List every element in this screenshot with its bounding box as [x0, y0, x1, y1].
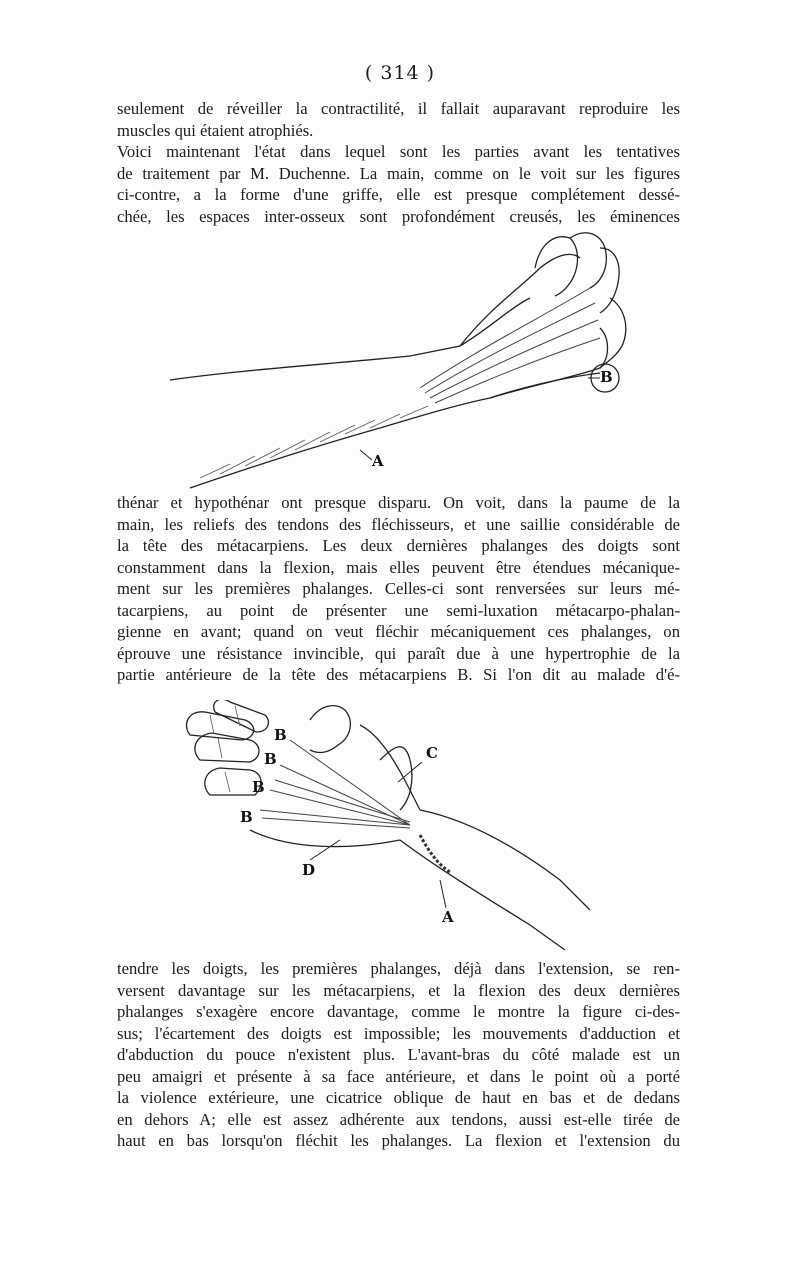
text-line: la violence extérieure, une cicatrice oblique de haut en bas et de dedans	[117, 1088, 680, 1107]
text-line: versent davantage sur les métacarpiens, et la flexion des deux dernières	[117, 980, 680, 1000]
paragraph-continuation	[117, 958, 680, 1152]
text-line: chée, les espaces inter-osseux sont profondément creusés, les éminences	[117, 206, 680, 226]
figure2-label-a: A	[442, 908, 454, 926]
figure2-label-b-index: B	[274, 726, 287, 744]
figure2-label-d: D	[302, 861, 316, 879]
figure1-label-a: A	[372, 452, 384, 470]
text-line: main, les reliefs des tendons des fléchisseurs, et une saillie considérable de	[117, 514, 680, 534]
text-line: thénar et hypothénar ont presque disparu. On voit, dans la paume de la	[117, 493, 680, 512]
text-line: d'abduction du pouce n'existent plus. L'avant-bras du côté malade est un	[117, 1045, 680, 1064]
text-line: de traitement par M. Duchenne. La main, comme on le voit sur les figures	[117, 163, 680, 183]
text-line: peu amaigri et présente à sa face antérieure, et dans le point où a porté	[117, 1066, 680, 1086]
text-line: éprouve une résistance invincible, qui paraît due à une hypertrophie de la	[117, 643, 680, 663]
text-line: tendre les doigts, les premières phalanges, déjà dans l'extension, se ren-	[117, 959, 680, 978]
text-line: gienne en avant; quand on veut fléchir mécaniquement ces phalanges, on	[117, 622, 680, 641]
text-line: en dehors A; elle est assez adhérente aux tendons, aussi est-elle tirée de	[117, 1109, 680, 1129]
text-line: tacarpiens, au point de présenter une semi-luxation métacarpo-phalan-	[117, 600, 680, 620]
text-line: haut en bas lorsqu'on fléchit les phalanges. La flexion et l'extension du	[117, 1131, 680, 1150]
paragraph-intro	[117, 98, 680, 227]
figure-clawed-hand-palm	[170, 700, 600, 956]
figure2-label-b-ring: B	[252, 778, 265, 796]
figure2-label-b-middle: B	[264, 750, 277, 768]
figure2-label-c: C	[426, 744, 438, 762]
figure-clawed-hand-side	[160, 228, 640, 490]
figure2-label-b-little: B	[240, 808, 253, 826]
text-line: partie antérieure de la tête des métacarpiens B. Si l'on dit au malade d'é-	[117, 665, 680, 684]
page-number: ( 314 )	[364, 62, 436, 84]
figure1-label-b: B	[600, 368, 613, 386]
text-line: muscles qui étaient atrophiés.	[117, 120, 314, 140]
text-line: phalanges s'exagère encore davantage, comme le montre la figure ci-des-	[117, 1002, 680, 1021]
text-line: la tête des métacarpiens. Les deux dernières phalanges des doigts sont	[117, 536, 680, 555]
text-line: ci-contre, a la forme d'une griffe, elle est presque complétement dessé-	[117, 185, 680, 204]
text-line: seulement de réveiller la contractilité, il fallait auparavant reproduire les	[117, 99, 680, 118]
paragraph-description	[117, 492, 680, 686]
text-line: Voici maintenant l'état dans lequel sont les parties avant les tentatives	[117, 142, 680, 161]
text-line: constamment dans la flexion, mais elles peuvent être étendues mécanique-	[117, 557, 680, 577]
text-line: ment sur les premières phalanges. Celles-ci sont renversées sur leurs mé-	[117, 579, 680, 598]
text-line: sus; l'écartement des doigts est impossible; les mouvements d'adduction et	[117, 1023, 680, 1043]
